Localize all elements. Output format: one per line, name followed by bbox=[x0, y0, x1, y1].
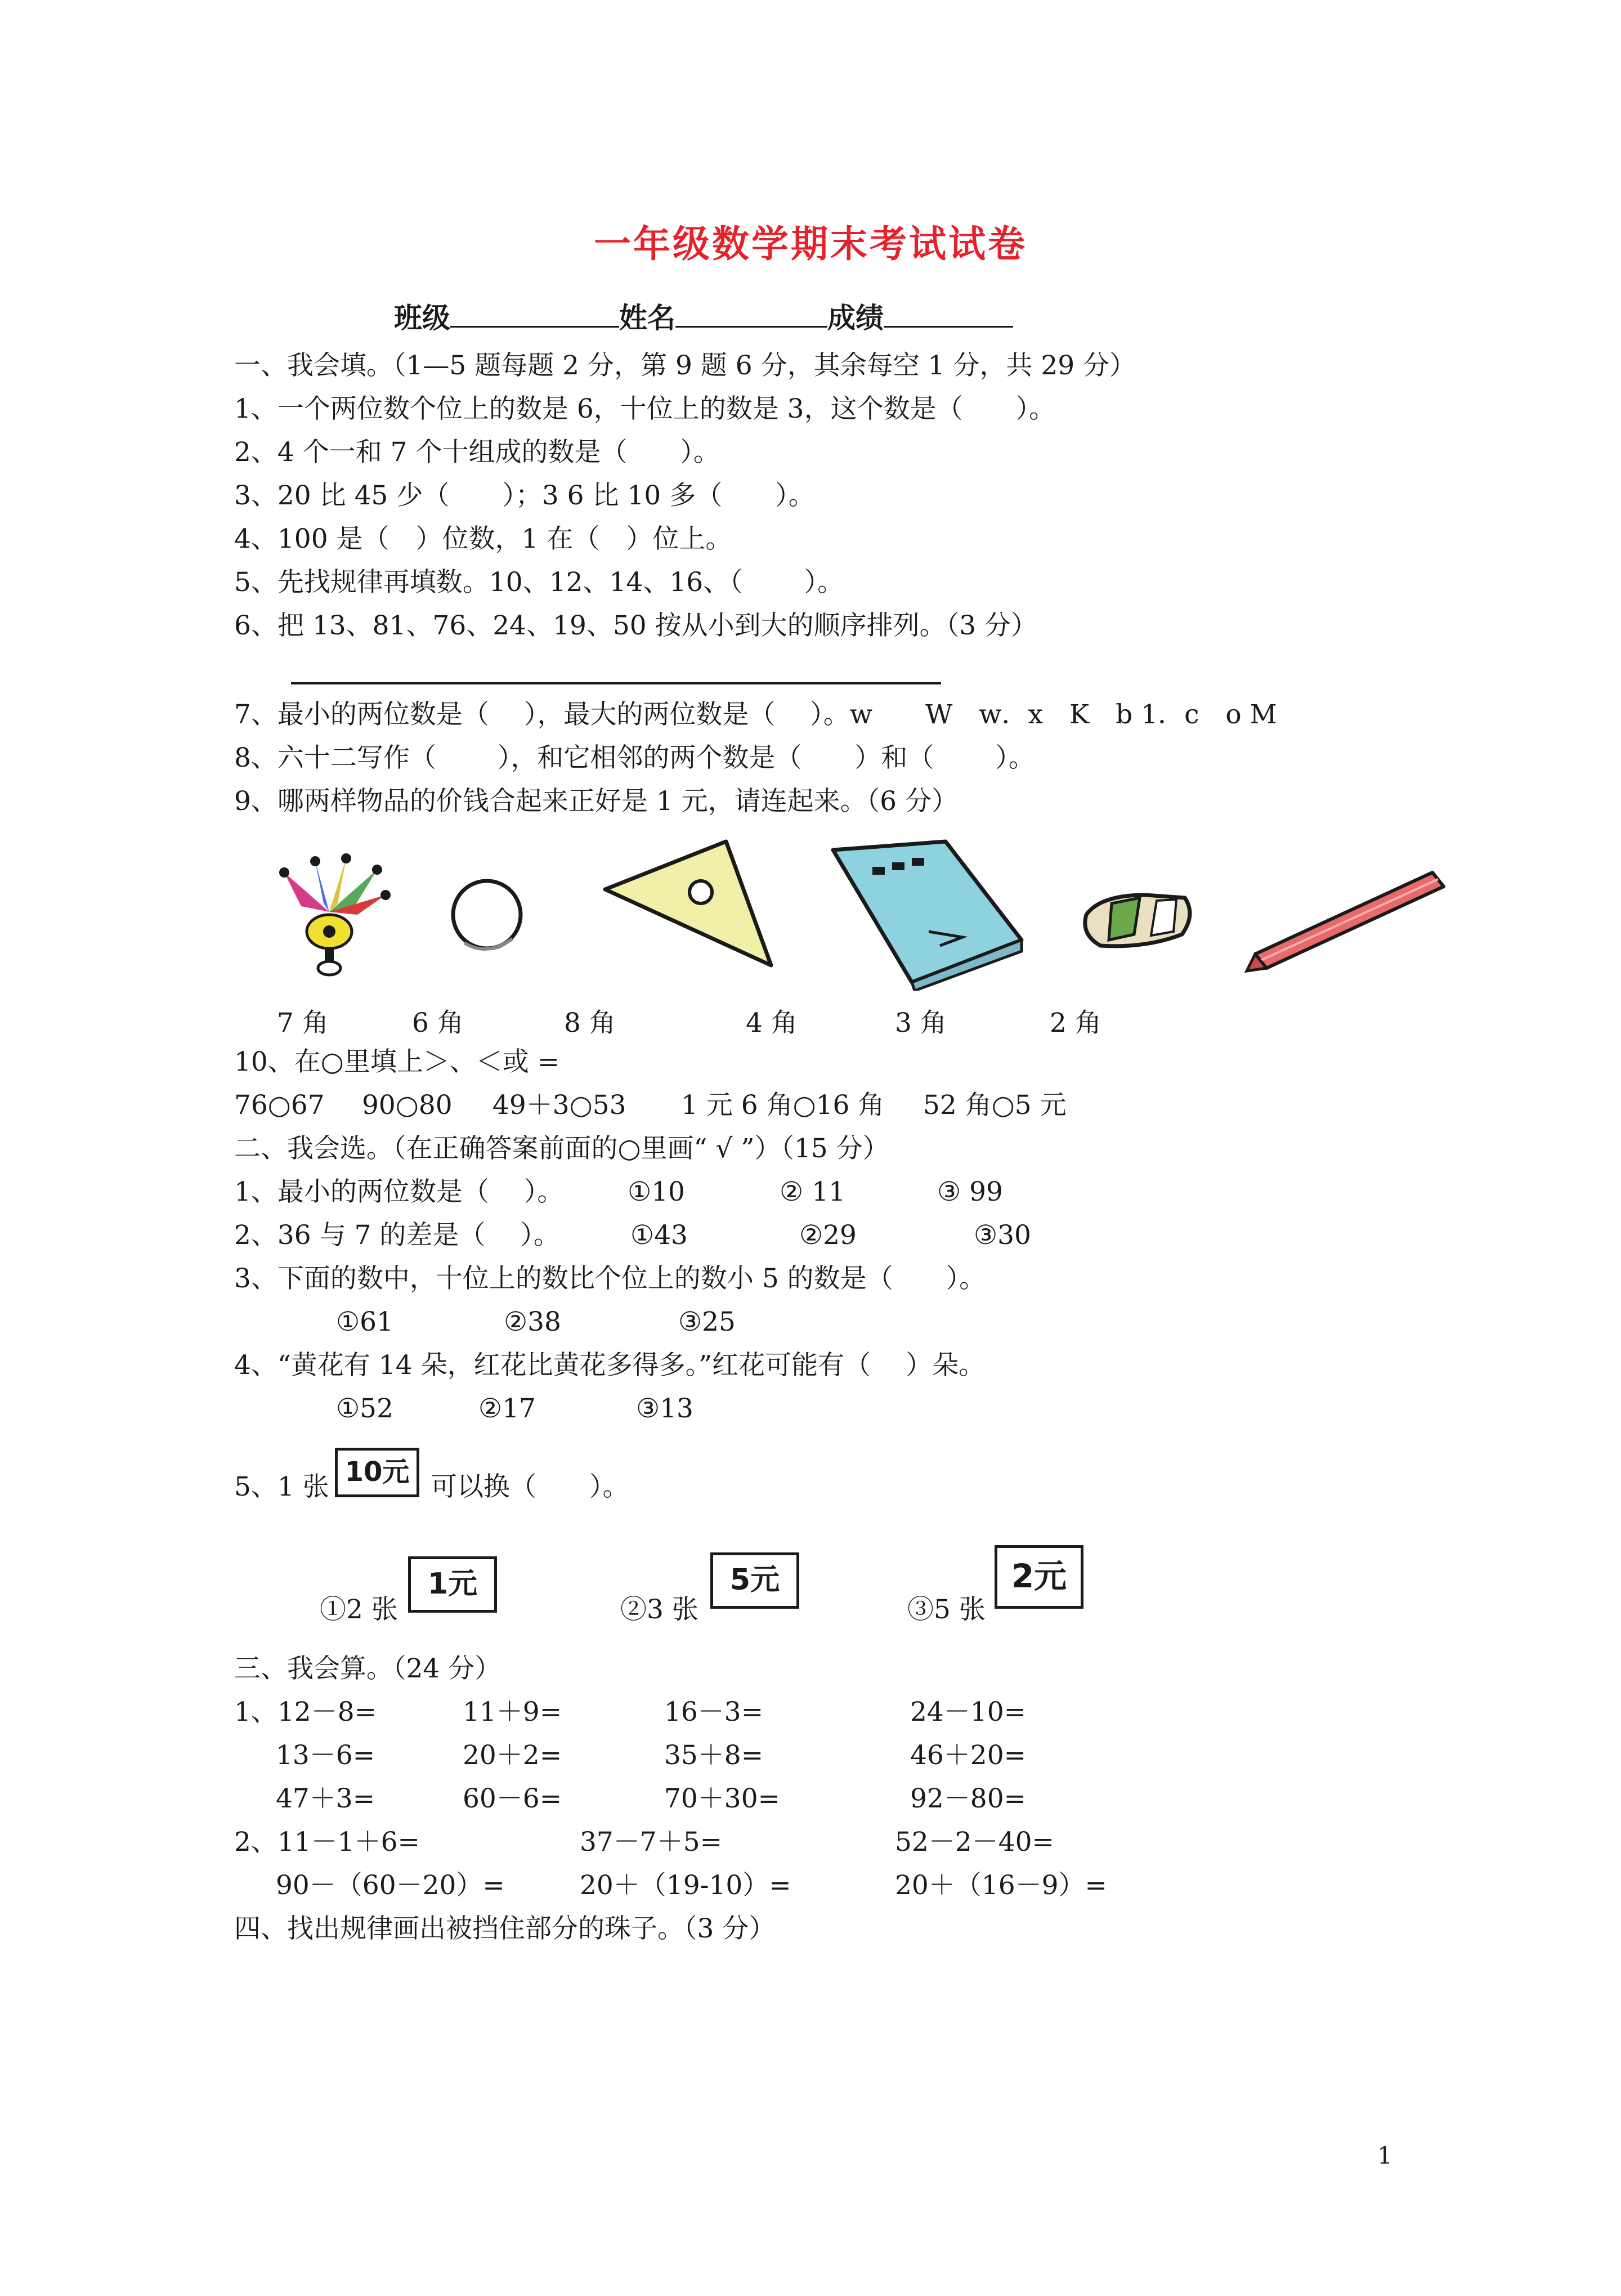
price-label: 8 角 bbox=[564, 1008, 616, 1039]
option: ①61 bbox=[336, 1306, 393, 1337]
option: ②29 bbox=[799, 1220, 857, 1251]
class-blank bbox=[450, 298, 619, 328]
score-label: 成绩 bbox=[827, 301, 884, 334]
calc-item: 20＋2= bbox=[463, 1740, 562, 1771]
section1-q4: 4、100 是（ ）位数，1 在（ ）位上。 bbox=[234, 523, 732, 554]
section1-q10: 10、在○里填上＞、＜或 = bbox=[234, 1046, 560, 1077]
page-number: 1 bbox=[1377, 2142, 1392, 2169]
section1-q8: 8、六十二写作（ ），和它相邻的两个数是（ ）和（ ）。 bbox=[234, 742, 1035, 773]
option: ②38 bbox=[504, 1306, 561, 1337]
compare-item: 90○80 bbox=[362, 1090, 453, 1121]
pencil-icon bbox=[1244, 861, 1452, 974]
score-blank bbox=[884, 298, 1013, 328]
calc-item: 13－6= bbox=[276, 1740, 375, 1771]
calc-item: 37－7＋5= bbox=[580, 1827, 722, 1858]
bill-2-yuan: 2元 bbox=[995, 1545, 1083, 1609]
bill-5-yuan: 5元 bbox=[710, 1552, 799, 1609]
eraser-icon bbox=[1078, 884, 1202, 957]
section2-q2: 2、36 与 7 的差是（ ）。 bbox=[234, 1220, 560, 1251]
calc-item: 11＋9= bbox=[463, 1697, 562, 1727]
option: ③13 bbox=[636, 1393, 693, 1424]
section2-q5-prefix: 5、1 张 bbox=[234, 1471, 329, 1502]
calc-item: 70＋30= bbox=[664, 1783, 780, 1814]
option: ③30 bbox=[974, 1220, 1031, 1251]
section1-q3: 3、20 比 45 少（ ）；3 6 比 10 多（ ）。 bbox=[234, 480, 815, 511]
section2-q3: 3、下面的数中，十位上的数比个位上的数小 5 的数是（ ）。 bbox=[234, 1263, 986, 1294]
calc-item: 35＋8= bbox=[664, 1740, 764, 1771]
section1-q1: 1、一个两位数个位上的数是 6，十位上的数是 3，这个数是（ ）。 bbox=[234, 393, 1056, 424]
option: ③ 99 bbox=[937, 1176, 1003, 1207]
option: ①52 bbox=[336, 1393, 393, 1424]
option: ②3 张 bbox=[620, 1594, 698, 1625]
option: ③25 bbox=[678, 1306, 736, 1337]
name-label: 姓名 bbox=[619, 301, 675, 334]
student-info bbox=[394, 296, 1013, 336]
answer-line bbox=[291, 682, 941, 684]
section1-q5: 5、先找规律再填数。10、12、14、16、（ ）。 bbox=[234, 567, 844, 598]
triangle-ruler-icon bbox=[599, 839, 780, 974]
section1-q2: 2、4 个一和 7 个十组成的数是（ ）。 bbox=[234, 437, 720, 468]
notebook-icon bbox=[827, 839, 1030, 991]
jester-toy-icon bbox=[262, 850, 397, 985]
section2-q1: 1、最小的两位数是（ ）。 bbox=[234, 1176, 564, 1207]
option: ③5 张 bbox=[907, 1594, 986, 1625]
section1-q6: 6、把 13、81、76、24、19、50 按从小到大的顺序排列。（3 分） bbox=[234, 610, 1037, 641]
compare-item: 76○67 bbox=[234, 1090, 325, 1121]
name-blank bbox=[675, 298, 827, 328]
section2-heading: 二、我会选。（在正确答案前面的○里画“ √ ”）（15 分） bbox=[234, 1133, 889, 1164]
calc-item: 47＋3= bbox=[276, 1783, 375, 1814]
price-label: 7 角 bbox=[277, 1008, 329, 1039]
calc-item: 52－2－40= bbox=[895, 1827, 1054, 1858]
price-label: 2 角 bbox=[1050, 1008, 1101, 1039]
compare-item: 52 角○5 元 bbox=[923, 1090, 1067, 1121]
calc-item: 16－3= bbox=[664, 1697, 764, 1727]
calc-item: 2、11－1＋6= bbox=[234, 1827, 420, 1858]
option: ②17 bbox=[478, 1393, 536, 1424]
option: ①10 bbox=[628, 1176, 685, 1207]
calc-item: 60－6= bbox=[463, 1783, 562, 1814]
calc-item: 92－80= bbox=[910, 1783, 1026, 1814]
section4-heading: 四、找出规律画出被挡住部分的珠子。（3 分） bbox=[234, 1913, 776, 1944]
calc-item: 1、12－8= bbox=[234, 1697, 377, 1727]
calc-item: 46＋20= bbox=[910, 1740, 1026, 1771]
section2-q5-suffix: 可以换（ ）。 bbox=[431, 1471, 629, 1502]
section1-heading: 一、我会填。（1—5 题每题 2 分，第 9 题 6 分，其余每空 1 分，共 29 分） bbox=[234, 350, 1136, 381]
class-label: 班级 bbox=[394, 301, 450, 334]
section1-q9: 9、哪两样物品的价钱合起来正好是 1 元，请连起来。（6 分） bbox=[234, 786, 959, 817]
bill-10-yuan: 10元 bbox=[335, 1448, 419, 1497]
compare-item: 1 元 6 角○16 角 bbox=[681, 1090, 885, 1121]
price-label: 6 角 bbox=[412, 1008, 464, 1039]
calc-item: 24－10= bbox=[910, 1697, 1026, 1727]
compare-item: 49＋3○53 bbox=[492, 1090, 626, 1121]
page-title: 一年级数学期末考试试卷 bbox=[594, 222, 1027, 266]
section1-q7: 7、最小的两位数是（ ），最大的两位数是（ ）。w W w．x K b 1．c o M bbox=[234, 699, 1277, 730]
section2-q4: 4、“黄花有 14 朵，红花比黄花多得多。”红花可能有（ ）朵。 bbox=[234, 1350, 986, 1381]
option: ①43 bbox=[630, 1220, 688, 1251]
option: ①2 张 bbox=[320, 1594, 398, 1625]
bill-1-yuan: 1元 bbox=[408, 1556, 497, 1613]
calc-item: 90－（60－20）= bbox=[276, 1870, 505, 1901]
ring-icon bbox=[445, 872, 529, 963]
calc-item: 20＋（16－9）= bbox=[895, 1870, 1107, 1901]
section3-heading: 三、我会算。（24 分） bbox=[234, 1653, 501, 1684]
calc-item: 20＋（19-10）= bbox=[580, 1870, 791, 1901]
option: ② 11 bbox=[780, 1176, 845, 1207]
price-label: 3 角 bbox=[895, 1008, 947, 1039]
price-label: 4 角 bbox=[746, 1008, 798, 1039]
